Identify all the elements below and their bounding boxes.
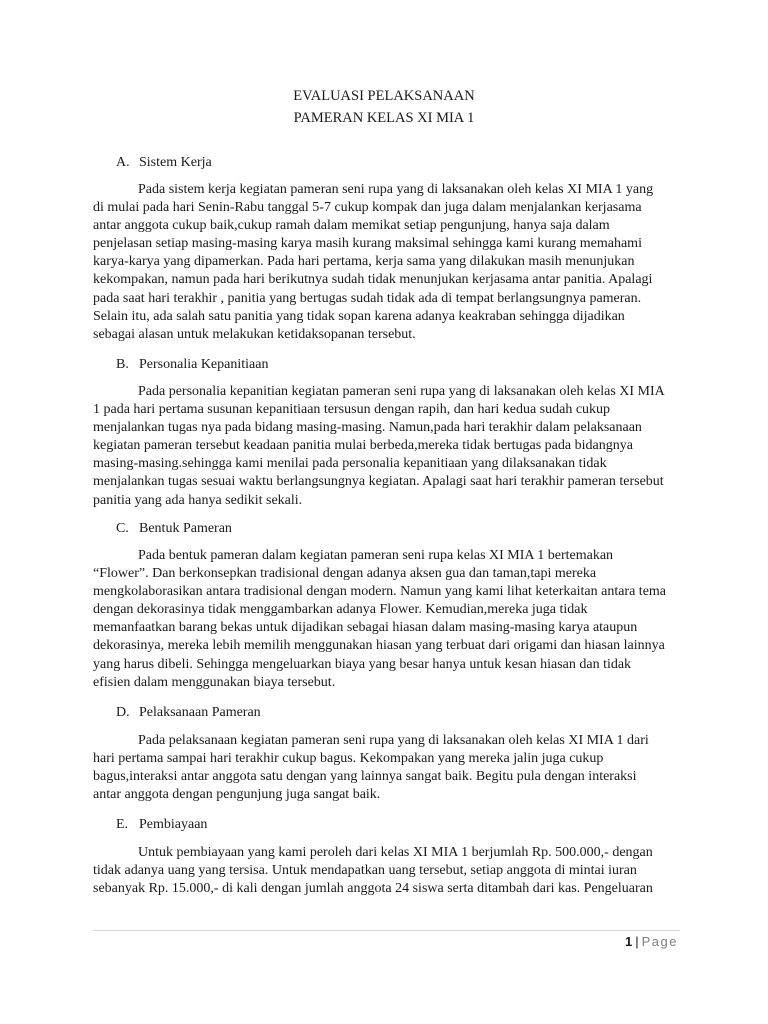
paragraph-line: Pada pelaksanaan kegiatan pameran seni rupa yang di laksanakan oleh kelas XI MIA 1 dari [138, 733, 649, 748]
paragraph-line: masing-masing.sehingga kami menilai pada personalia kepanitiaan yang dilaksanakan tidak [93, 456, 607, 472]
paragraph-line: Selain itu, ada salah satu panitia yang tidak sopan karena adanya keakraban sehingga dijadikan [93, 308, 625, 324]
paragraph-line: pada saat hari terakhir , panitia yang bertugas sudah tidak ada di tempat berlangsungnya pameran. [93, 290, 642, 306]
section-paragraph-bentuk-pameran [93, 547, 693, 692]
page-label: Page [641, 934, 678, 949]
paragraph-line: penjelasan setiap masing-masing karya masih kurang maksimal sehingga kami kurang memahami [93, 236, 642, 252]
section-heading-pembiayaan [116, 816, 207, 834]
paragraph-line: antar anggota dengan pengunjung juga sangat baik. [93, 787, 381, 803]
footer-divider [93, 930, 680, 931]
section-letter: C. [116, 521, 129, 536]
paragraph-line: 1 pada hari pertama susunan kepanitiaan tersusun dengan rapih, dan hari kedua sudah cukup [93, 402, 611, 418]
paragraph-line: panitia yang ada hanya sedikit sekali. [93, 492, 303, 508]
paragraph-line: dekorasinya, mereka lebih memilih menggunakan hiasan yang terbuat dari origami dan hiasan lainnya [93, 638, 665, 654]
section-paragraph-pembiayaan [93, 844, 693, 898]
section-letter: E. [116, 817, 129, 832]
paragraph-line: dengan dekorasinya tidak menggambarkan adanya Flower. Kemudian,mereka juga tidak [93, 602, 588, 618]
section-title: Sistem Kerja [139, 155, 212, 170]
paragraph-line: Pada bentuk pameran dalam kegiatan pameran seni rupa kelas XI MIA 1 bertemakan [138, 548, 614, 563]
page-number: 1 [625, 934, 633, 949]
paragraph-line: efisien dalam menggunakan biaya tersebut. [93, 674, 336, 690]
paragraph-line: antar anggota cukup baik,cukup ramah dalam memikat setiap pengunjung, hanya saja dalam [93, 218, 610, 234]
section-heading-pelaksanaan-pameran [116, 704, 261, 722]
paragraph-line: yang harus dibeli. Sehingga mengeluarkan biaya yang besar hanya untuk kesan hiasan dan tidak [93, 656, 632, 672]
paragraph-line: hari pertama sampai hari terakhir cukup bagus. Kekompakan yang mereka jalin juga cukup [93, 751, 604, 767]
section-letter: A. [116, 155, 130, 170]
paragraph-line: menjalankan tugas sesuai waktu berlangsungnya kegiatan. Apalagi saat hari terakhir pameran tersebut [93, 474, 664, 490]
paragraph-line: mengkolaborasikan antara tradisional dengan modern. Namun yang kami lihat keterkaitan antara tema [93, 584, 667, 600]
section-heading-bentuk-pameran [116, 520, 232, 538]
section-title: Pelaksanaan Pameran [139, 705, 261, 720]
section-heading-personalia-kepanitiaan [116, 356, 268, 374]
section-title: Pembiayaan [139, 817, 208, 832]
paragraph-line: menjalankan tugas nya pada bidang masing-masing. Namun,pada hari terakhir dalam pelaksanaan [93, 420, 642, 436]
paragraph-line: di mulai pada hari Senin-Rabu tanggal 5-7 cukup kompak dan juga dalam menjalankan kerjasama [93, 200, 642, 216]
paragraph-line: karya-karya yang dipamerkan. Pada hari pertama, kerja sama yang dilakukan masih menunjukan [93, 254, 635, 270]
paragraph-line: Pada sistem kerja kegiatan pameran seni rupa yang di laksanakan oleh kelas XI MIA 1 yang [138, 182, 654, 197]
document-title-line-1: EVALUASI PELAKSANAAN [293, 88, 475, 104]
page-footer [625, 933, 678, 951]
footer-separator: | [635, 934, 639, 949]
paragraph-line: Untuk pembiayaan yang kami peroleh dari kelas XI MIA 1 berjumlah Rp. 500.000,- dengan [138, 845, 653, 860]
section-letter: B. [116, 357, 129, 372]
section-heading-sistem-kerja [116, 154, 212, 172]
paragraph-line: sebanyak Rp. 15.000,- di kali dengan jumlah anggota 24 siswa serta ditambah dari kas. Pengeluaran [93, 881, 653, 897]
paragraph-line: kegiatan pameran tersebut keadaan panitia mulai berbeda,mereka tidak bertugas pada bidangnya [93, 438, 633, 454]
section-paragraph-pelaksanaan-pameran [93, 732, 693, 804]
paragraph-line: “Flower”. Dan berkonsepkan tradisional dengan adanya aksen gua dan taman,tapi mereka [93, 566, 597, 582]
section-title: Bentuk Pameran [139, 521, 232, 536]
paragraph-line: kekompakan, namun pada hari berikutnya sudah tidak menunjukan kerjasama antar panitia. Apalagi [93, 272, 653, 288]
paragraph-line: sebagai alasan untuk melakukan ketidaksopanan tersebut. [93, 326, 416, 342]
document-title-line-2: PAMERAN KELAS XI MIA 1 [293, 110, 475, 126]
section-letter: D. [116, 705, 130, 720]
section-title: Personalia Kepanitiaan [139, 357, 269, 372]
paragraph-line: memanfaatkan barang bekas untuk dijadikan sebagai hiasan dalam masing-masing karya ataupun [93, 620, 638, 636]
section-paragraph-sistem-kerja [93, 181, 693, 344]
section-paragraph-personalia-kepanitiaan [93, 383, 693, 510]
paragraph-line: Pada personalia kepanitian kegiatan pameran seni rupa yang di laksanakan oleh kelas XI MIA [138, 384, 665, 399]
paragraph-line: tidak adanya uang yang tersisa. Untuk mendapatkan uang tersebut, setiap anggota di mintai iuran [93, 863, 637, 879]
paragraph-line: bagus,interaksi antar anggota satu dengan yang lainnya sangat baik. Begitu pula dengan interaksi [93, 769, 637, 785]
